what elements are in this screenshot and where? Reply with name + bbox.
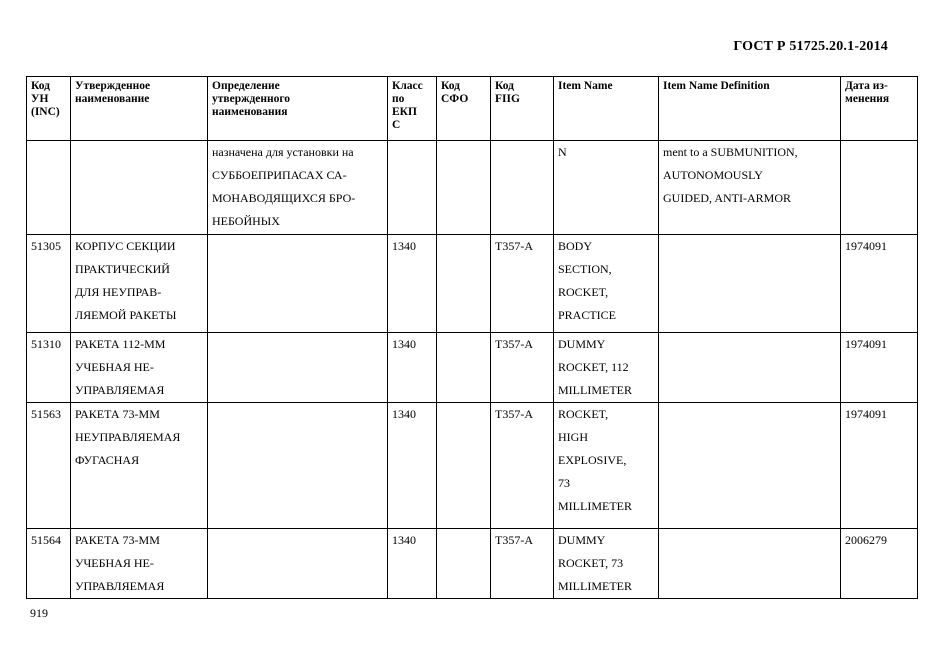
inc-code-cell [27,141,71,235]
class-cell: 1340 [388,529,437,599]
fiig-code-cell: T357-A [491,333,554,403]
inc-code-cell: 51564 [27,529,71,599]
inc-code-cell: 51305 [27,235,71,333]
definition-cell [208,235,388,333]
cell-text-line: УПРАВЛЯЕМАЯ [75,579,165,593]
header-item-name-definition [659,77,841,141]
cell-text-line: НЕУПРАВЛЯЕМАЯ [75,430,181,444]
definition-cell [208,333,388,403]
header-label-line: Код [31,80,51,92]
cell-text-line: РАКЕТА 112-ММ [75,337,166,351]
header-item-name [554,77,659,141]
fiig-code-cell: T357-A [491,235,554,333]
date-cell [841,141,918,235]
approved-name-cell [71,403,208,529]
approved-name-cell [71,141,208,235]
table-row [27,333,918,403]
item-name-definition-cell [659,529,841,599]
cell-text-line: N [558,145,567,159]
date-cell: 1974091 [841,235,918,333]
header-approved-name-definition [208,77,388,141]
table-row [27,235,918,333]
date-cell: 1974091 [841,403,918,529]
item-name-cell [554,333,659,403]
item-name-definition-cell [659,235,841,333]
document-title: ГОСТ Р 51725.20.1-2014 [733,39,888,54]
cell-text-line: ROCKET, 112 [558,360,629,374]
inc-code-cell: 51563 [27,403,71,529]
date-cell: 2006279 [841,529,918,599]
cell-text-line: 73 [558,476,570,490]
cell-text-line: AUTONOMOUSLY [663,168,763,182]
fiig-code-cell: T357-A [491,529,554,599]
header-label-line: ЕКП [392,106,417,118]
table-row [27,403,918,529]
class-cell [388,141,437,235]
page-number: 919 [30,606,48,620]
header-label-line: утвержденного [212,93,291,105]
class-cell: 1340 [388,235,437,333]
sfo-code-cell [437,333,491,403]
item-name-definition-cell [659,403,841,529]
header-label-line: менения [845,93,890,105]
header-label-line: С [392,119,401,131]
header-label-line: Определение [212,80,280,92]
cell-text-line: УПРАВЛЯЕМАЯ [75,383,165,397]
cell-text-line: КОРПУС СЕКЦИИ [75,239,176,253]
header-ekps-class [388,77,437,141]
header-label-line: FIIG [495,93,520,105]
header-label-line: Код [495,80,515,92]
cell-text-line: ЛЯЕМОЙ РАКЕТЫ [75,308,177,322]
cell-text-line: ROCKET, 73 [558,556,624,570]
header-label-line: Код [441,80,461,92]
item-name-cell [554,141,659,235]
cell-text-line: назначена для установки на [212,145,354,159]
table-header-row [27,77,918,141]
header-label-line: наименование [75,93,150,105]
approved-name-cell [71,235,208,333]
sfo-code-cell [437,403,491,529]
fiig-code-cell [491,141,554,235]
header-label-line: УН [31,93,49,105]
header-label-line: по [392,93,405,105]
class-cell: 1340 [388,333,437,403]
cell-text-line: МОНАВОДЯЩИХСЯ БРО- [212,191,356,205]
class-cell: 1340 [388,403,437,529]
header-label-line: наименования [212,106,288,118]
catalog-table [26,76,918,599]
approved-name-cell [71,529,208,599]
cell-text-line: MILLIMETER [558,579,632,593]
item-name-cell [554,529,659,599]
cell-text-line: EXPLOSIVE, [558,453,627,467]
header-inc-code [27,77,71,141]
cell-text-line: GUIDED, ANTI-ARMOR [663,191,791,205]
cell-text-line: MILLIMETER [558,383,632,397]
cell-text-line: SECTION, [558,262,612,276]
header-label-line: Класс [392,80,423,92]
date-cell: 1974091 [841,333,918,403]
cell-text-line: НЕБОЙНЫХ [212,214,280,228]
definition-cell [208,529,388,599]
header-sfo-code [437,77,491,141]
cell-text-line: ROCKET, [558,407,609,421]
cell-text-line: ПРАКТИЧЕСКИЙ [75,262,170,276]
cell-text-line: ROCKET, [558,285,609,299]
table-row [27,141,918,235]
cell-text-line: HIGH [558,430,588,444]
header-label-line: Дата из- [845,80,888,92]
cell-text-line: УЧЕБНАЯ НЕ- [75,556,154,570]
inc-code-cell: 51310 [27,333,71,403]
cell-text-line: РАКЕТА 73-ММ [75,533,160,547]
header-fiig-code [491,77,554,141]
item-name-definition-cell [659,333,841,403]
header-label-line: СФО [441,93,469,105]
header-label-line: Item Name [558,80,613,92]
sfo-code-cell [437,529,491,599]
cell-text-line: ment to a SUBMUNITION, [663,145,798,159]
table-row [27,529,918,599]
cell-text-line: BODY [558,239,593,253]
header-change-date [841,77,918,141]
definition-cell [208,141,388,235]
header-label-line: (INC) [31,106,60,118]
cell-text-line: УЧЕБНАЯ НЕ- [75,360,154,374]
definition-cell [208,403,388,529]
header-approved-name [71,77,208,141]
cell-text-line: ФУГАСНАЯ [75,453,140,467]
sfo-code-cell [437,141,491,235]
cell-text-line: ДЛЯ НЕУПРАВ- [75,285,162,299]
approved-name-cell [71,333,208,403]
cell-text-line: СУББОЕПРИПАСАХ СА- [212,168,347,182]
sfo-code-cell [437,235,491,333]
item-name-cell [554,235,659,333]
cell-text-line: DUMMY [558,337,606,351]
item-name-cell [554,403,659,529]
header-label-line: Утвержденное [75,80,151,92]
item-name-definition-cell [659,141,841,235]
cell-text-line: MILLIMETER [558,499,632,513]
header-label-line: Item Name Definition [663,80,770,92]
fiig-code-cell: T357-A [491,403,554,529]
cell-text-line: PRACTICE [558,308,617,322]
cell-text-line: РАКЕТА 73-ММ [75,407,160,421]
cell-text-line: DUMMY [558,533,606,547]
